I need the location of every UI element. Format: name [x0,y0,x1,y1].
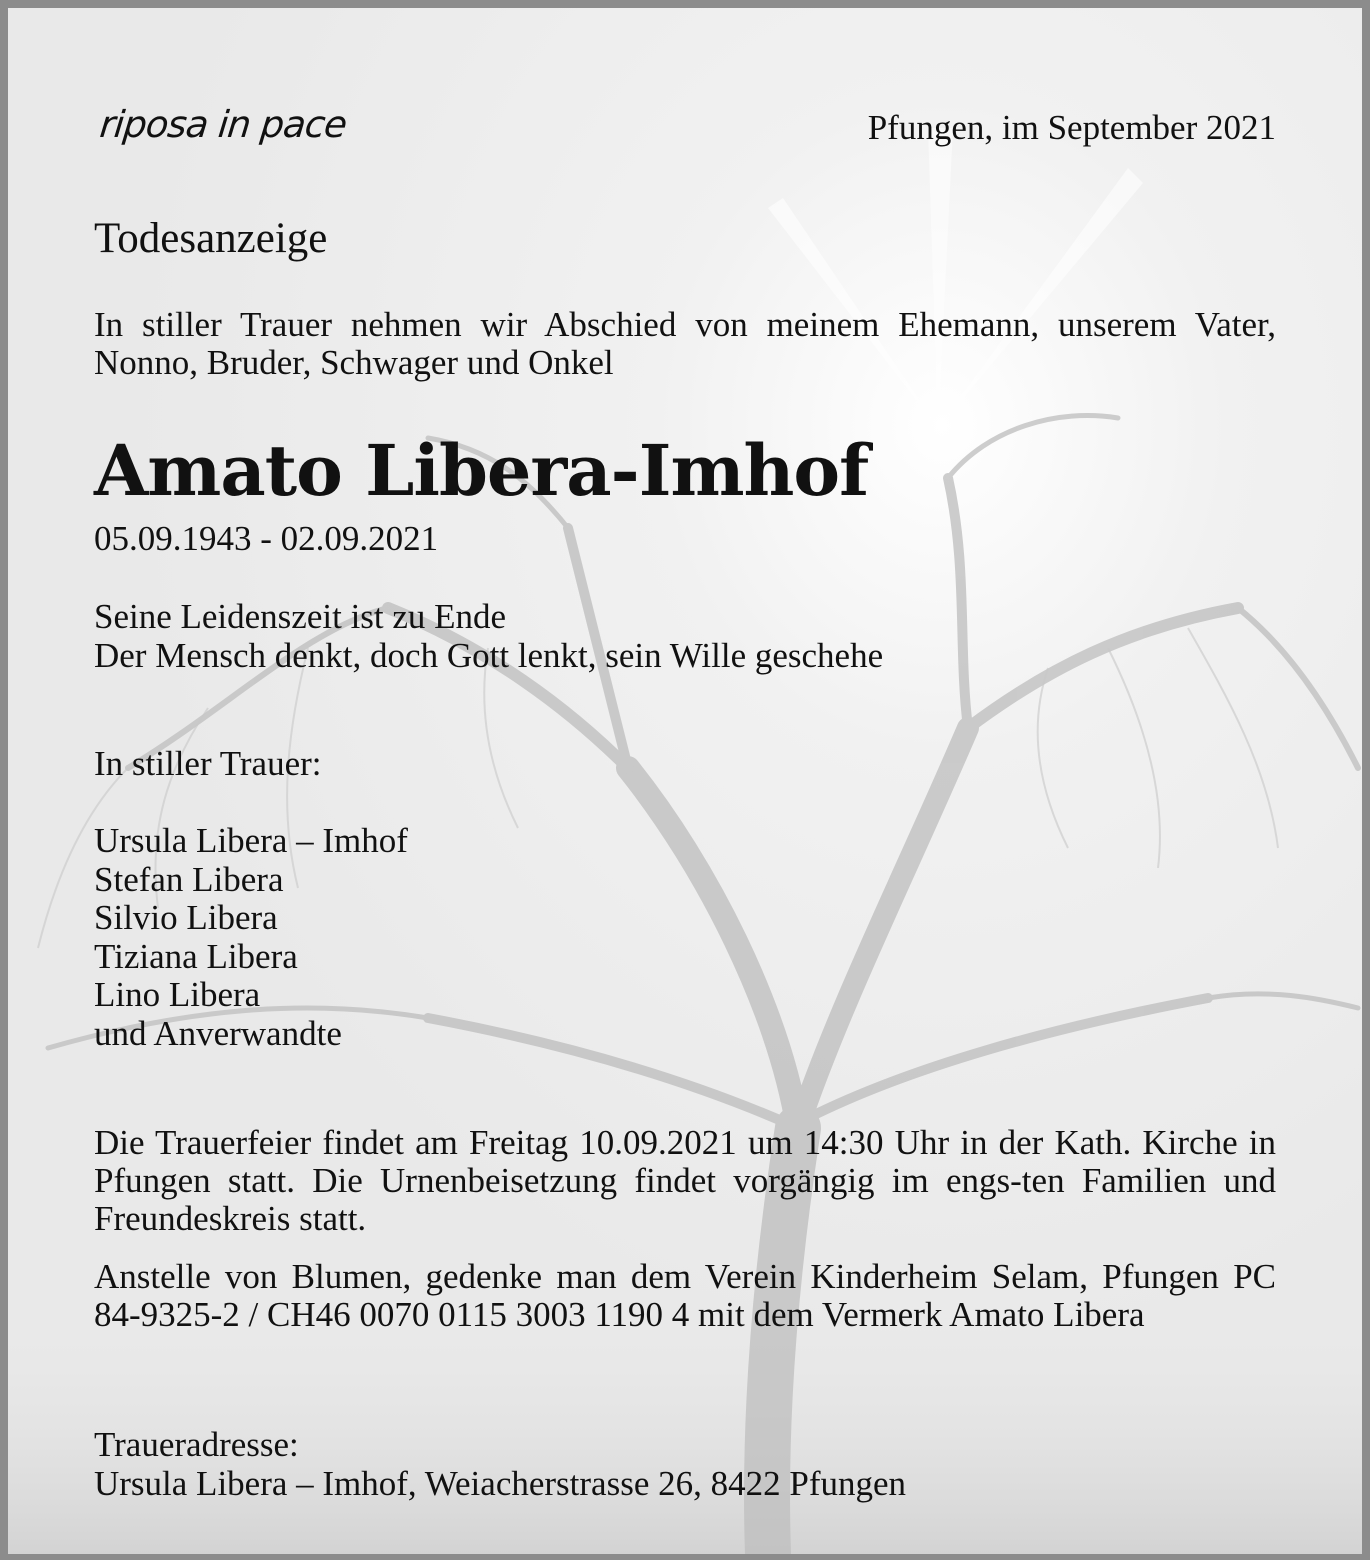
life-dates: 05.09.1943 - 02.09.2021 [94,519,439,558]
deceased-name: Amato Libera-Imhof [94,429,869,512]
mourner-name: Silvio Libera [94,898,278,937]
place-date: Pfungen, im September 2021 [867,108,1276,147]
quote [94,598,883,675]
quote-line: Der Mensch denkt, doch Gott lenkt, sein Wille geschehe [94,635,884,675]
motto: riposa in pace [97,103,349,146]
address-value: Ursula Libera – Imhof, Weiacherstrasse 26, 8422 Pfungen [94,1463,907,1503]
mourner-name: Stefan Libera [94,859,284,899]
intro-text: In stiller Trauer nehmen wir Abschied von meinem Ehemann, unserem Vater, Nonno, Bruder, Schwager und Onkel [94,305,1276,382]
address-label: Traueradresse: [94,1425,299,1464]
obituary-card [8,8,1362,1554]
address-block [94,1426,906,1503]
mourner-name: und Anverwandte [94,1013,342,1053]
mourners-label: In stiller Trauer: [94,744,322,783]
ceremony-text: Die Trauerfeier findet am Freitag 10.09.2021 um 14:30 Uhr in der Kath. Kirche in Pfungen statt. Die Urnenbeisetzung findet vorgängig im engs-ten Familien und Freundeskreis statt. [94,1123,1276,1238]
quote-line: Seine Leidenszeit ist zu Ende [94,597,507,636]
mourner-name: Lino Libera [94,975,261,1014]
mourner-name: Tiziana Libera [94,936,298,976]
donation-text: Anstelle von Blumen, gedenke man dem Verein Kinderheim Selam, Pfungen PC 84-9325-2 / CH46 0070 0115 3003 1190 4 mit dem Vermerk Amato Libera [94,1257,1276,1334]
notice-heading: Todesanzeige [94,215,328,262]
mourner-name: Ursula Libera – Imhof [94,821,408,860]
mourners-list [94,822,408,1053]
